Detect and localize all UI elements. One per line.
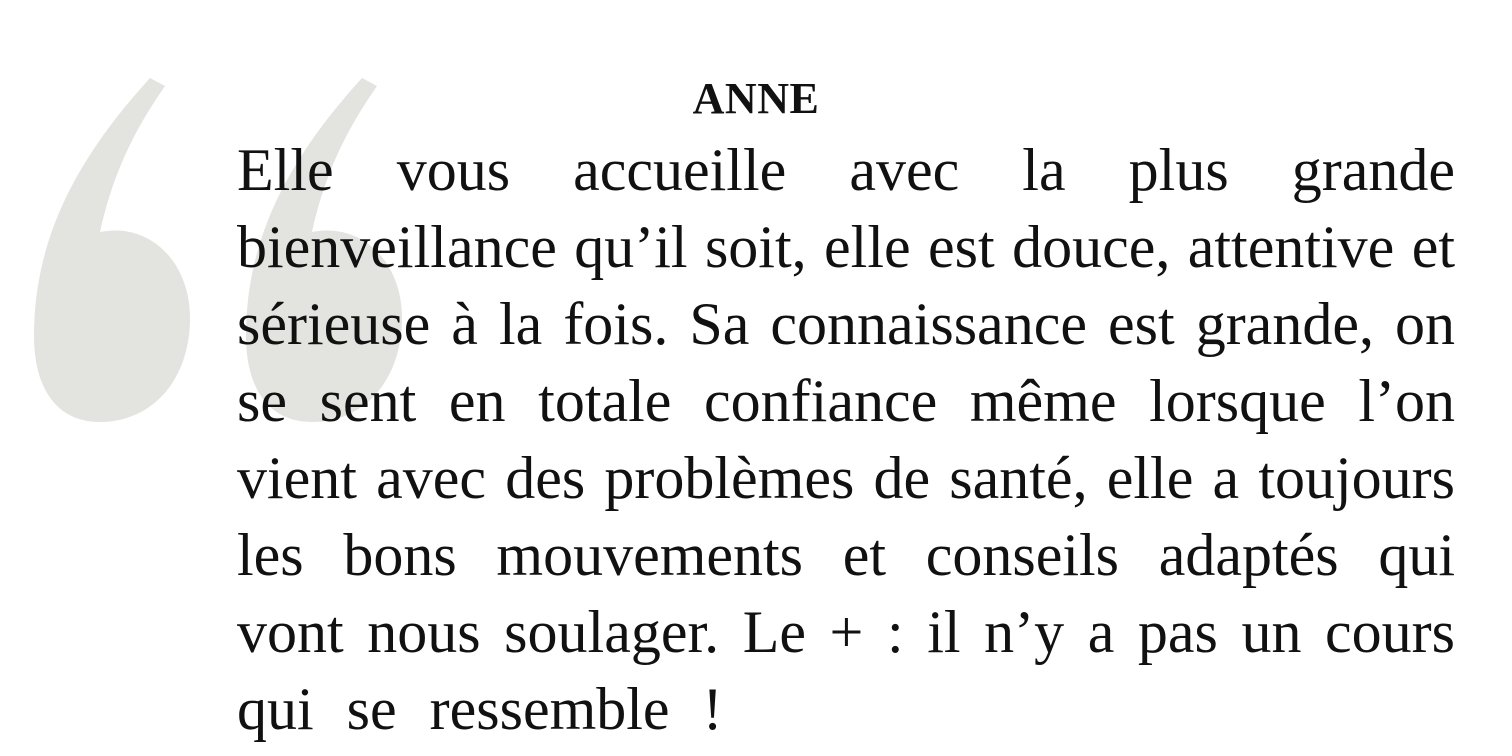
quote-mark-left-comma — [34, 78, 190, 422]
quote-line: qui se ressemble ! — [237, 676, 723, 742]
quote-line: se sent en totale confiance même lorsque l’on — [237, 368, 1455, 434]
quote-line: vont nous soulager. Le + : il n’y a pas un cours — [237, 599, 1455, 665]
quote-line: vient avec des problèmes de santé, elle a toujours — [237, 445, 1455, 511]
testimonial-author: ANNE — [692, 74, 820, 123]
testimonial-quote — [237, 132, 1455, 748]
quote-line: bienveillance qu’il soit, elle est douce, attentive et — [237, 214, 1455, 280]
quote-line: sérieuse à la fois. Sa connaissance est grande, on — [237, 291, 1455, 357]
quote-line: Elle vous accueille avec la plus grande — [237, 137, 1455, 203]
quote-line: les bons mouvements et conseils adaptés qui — [237, 522, 1455, 588]
